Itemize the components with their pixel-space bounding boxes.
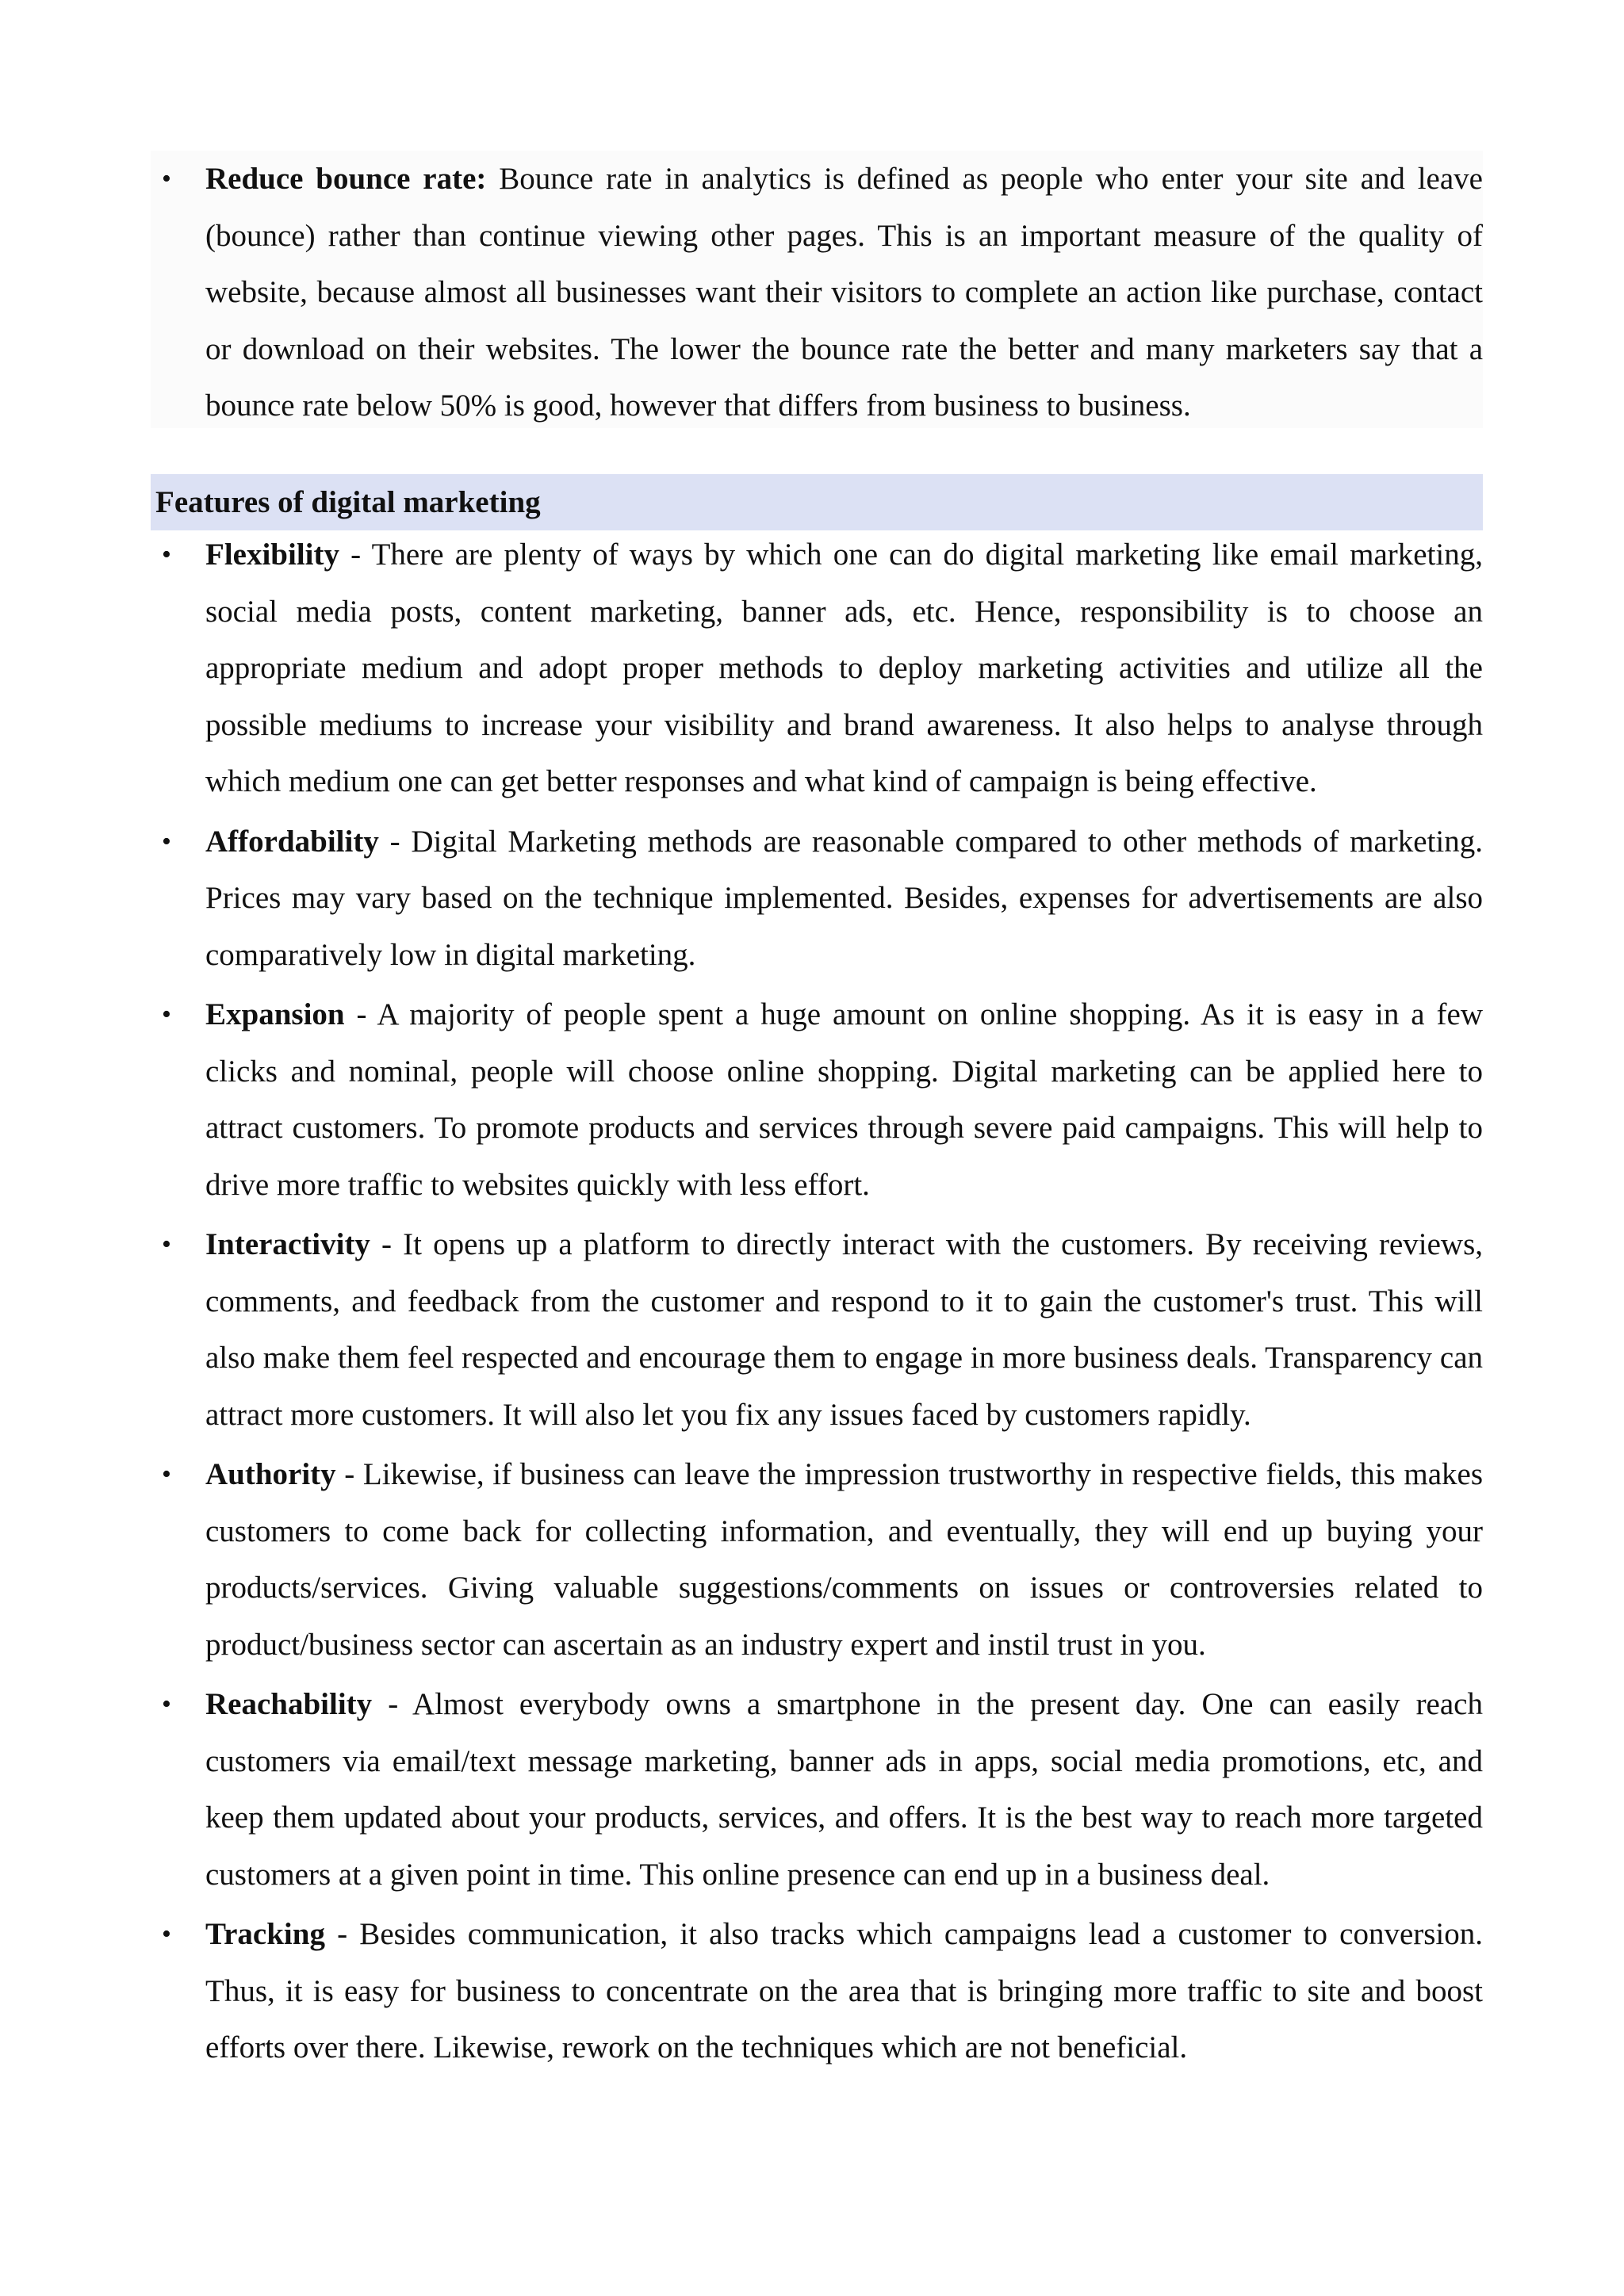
list-item [151, 1216, 1483, 1443]
bullet-icon: • [162, 1460, 171, 1489]
list-item [151, 1676, 1483, 1903]
item-text: Bounce rate in analytics is defined as people who enter your site and leave (bounce) rather than continue viewing other pages. This is an important measure of the quality of website, because almost all businesses want their visitors to complete an action like purchase, contact or download on their websites. The lower the bounce rate the better and many marketers say that a bounce rate below 50% is good, however that differs from business to business. [205, 162, 1483, 423]
item-text: - Digital Marketing methods are reasonable compared to other methods of marketing. Prices may vary based on the technique implemented. Besides, expenses for advertisements are also comparatively low in digital marketing. [205, 824, 1483, 972]
list-item [151, 526, 1483, 810]
list-item [151, 1446, 1483, 1673]
list-item [151, 151, 1483, 434]
item-term: Interactivity [205, 1227, 370, 1261]
bullet-icon: • [162, 540, 171, 569]
item-text: - There are plenty of ways by which one can do digital marketing like email marketing, social media posts, content marketing, banner ads, etc. Hence, responsibility is to choose an appropriate medium and adopt proper methods to deploy marketing activities and utilize all the possible mediums to increase your visibility and brand awareness. It also helps to analyse through which medium one can get better responses and what kind of campaign is being effective. [205, 538, 1483, 798]
section-heading: Features of digital marketing [151, 474, 1483, 530]
item-term: Expansion [205, 997, 345, 1031]
bullet-icon: • [162, 1919, 171, 1949]
item-term: Flexibility [205, 538, 339, 572]
bounce-rate-list [151, 151, 1483, 434]
item-term: Reduce bounce rate: [205, 162, 487, 196]
bullet-icon: • [162, 1230, 171, 1259]
item-text: - Besides communication, it also tracks which campaigns lead a customer to conversion. Thus, it is easy for business to concentrate on the area that is bringing more traffic to site and boost efforts over there. Likewise, rework on the techniques which are not beneficial. [205, 1917, 1483, 2064]
list-item [151, 1906, 1483, 2076]
item-term: Authority [205, 1457, 336, 1491]
item-text: - Likewise, if business can leave the impression trustworthy in respective fields, this makes customers to come back for collecting information, and eventually, they will end up buying your products/services. Giving valuable suggestions/comments on issues or controversies related to product/business sector can ascertain as an industry expert and instil trust in you. [205, 1457, 1483, 1662]
item-term: Reachability [205, 1687, 373, 1721]
item-text: - A majority of people spent a huge amount on online shopping. As it is easy in a few clicks and nominal, people will choose online shopping. Digital marketing can be applied here to attract customers. To promote products and services through severe paid campaigns. This will help to drive more traffic to websites quickly with less effort. [205, 997, 1483, 1202]
bullet-icon: • [162, 1689, 171, 1719]
bullet-icon: • [162, 164, 171, 193]
item-text: - Almost everybody owns a smartphone in the present day. One can easily reach customers via email/text message marketing, banner ads in apps, social media promotions, etc, and keep them updated about your products, services, and offers. It is the best way to reach more targeted customers at a given point in time. This online presence can end up in a business deal. [205, 1687, 1483, 1892]
item-term: Affordability [205, 824, 379, 859]
bullet-icon: • [162, 826, 171, 856]
features-list [151, 526, 1483, 2080]
list-item [151, 813, 1483, 984]
item-text: - It opens up a platform to directly interact with the customers. By receiving reviews, comments, and feedback from the customer and respond to it to gain the customer's trust. This will also make them feel respected and encourage them to engage in more business deals. Transparency can attract more customers. It will also let you fix any issues faced by customers rapidly. [205, 1227, 1483, 1432]
list-item [151, 986, 1483, 1213]
bullet-icon: • [162, 1000, 171, 1029]
item-term: Tracking [205, 1917, 325, 1951]
